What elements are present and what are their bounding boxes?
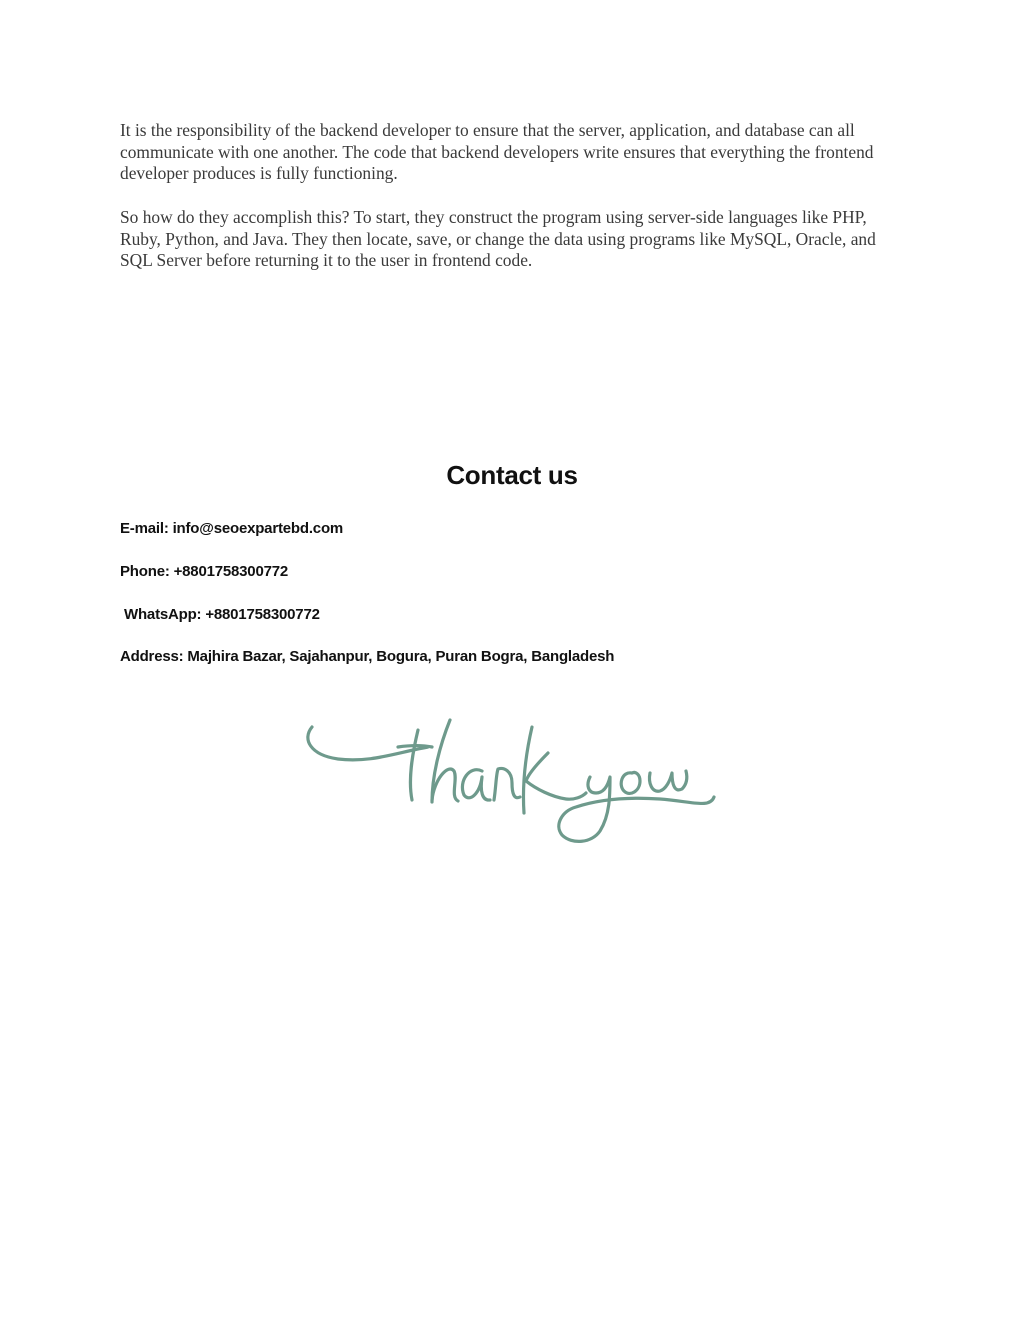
body-paragraph-backend-responsibility: It is the responsibility of the backend developer to ensure that the server, application, and database can all communicate with one another. The code that backend developers write ensures that everything the frontend developer produces is fully functioning. [120,120,874,183]
contact-phone: Phone: +8801758300772 [120,563,289,580]
contact-whatsapp: WhatsApp: +8801758300772 [124,606,320,623]
contact-heading: Contact us [446,460,578,490]
body-paragraph-backend-languages: So how do they accomplish this? To start, they construct the program using server-side languages like PHP, Ruby, Python, and Java. They then locate, save, or change the data using programs like MySQL, Oracle, and SQL Server before returning it to the user in frontend code. [120,207,876,270]
contact-email: E-mail: info@seoexpartebd.com [120,520,344,537]
thank-you-script-logo [300,705,720,855]
contact-address: Address: Majhira Bazar, Sajahanpur, Bogura, Puran Bogra, Bangladesh [120,648,615,665]
